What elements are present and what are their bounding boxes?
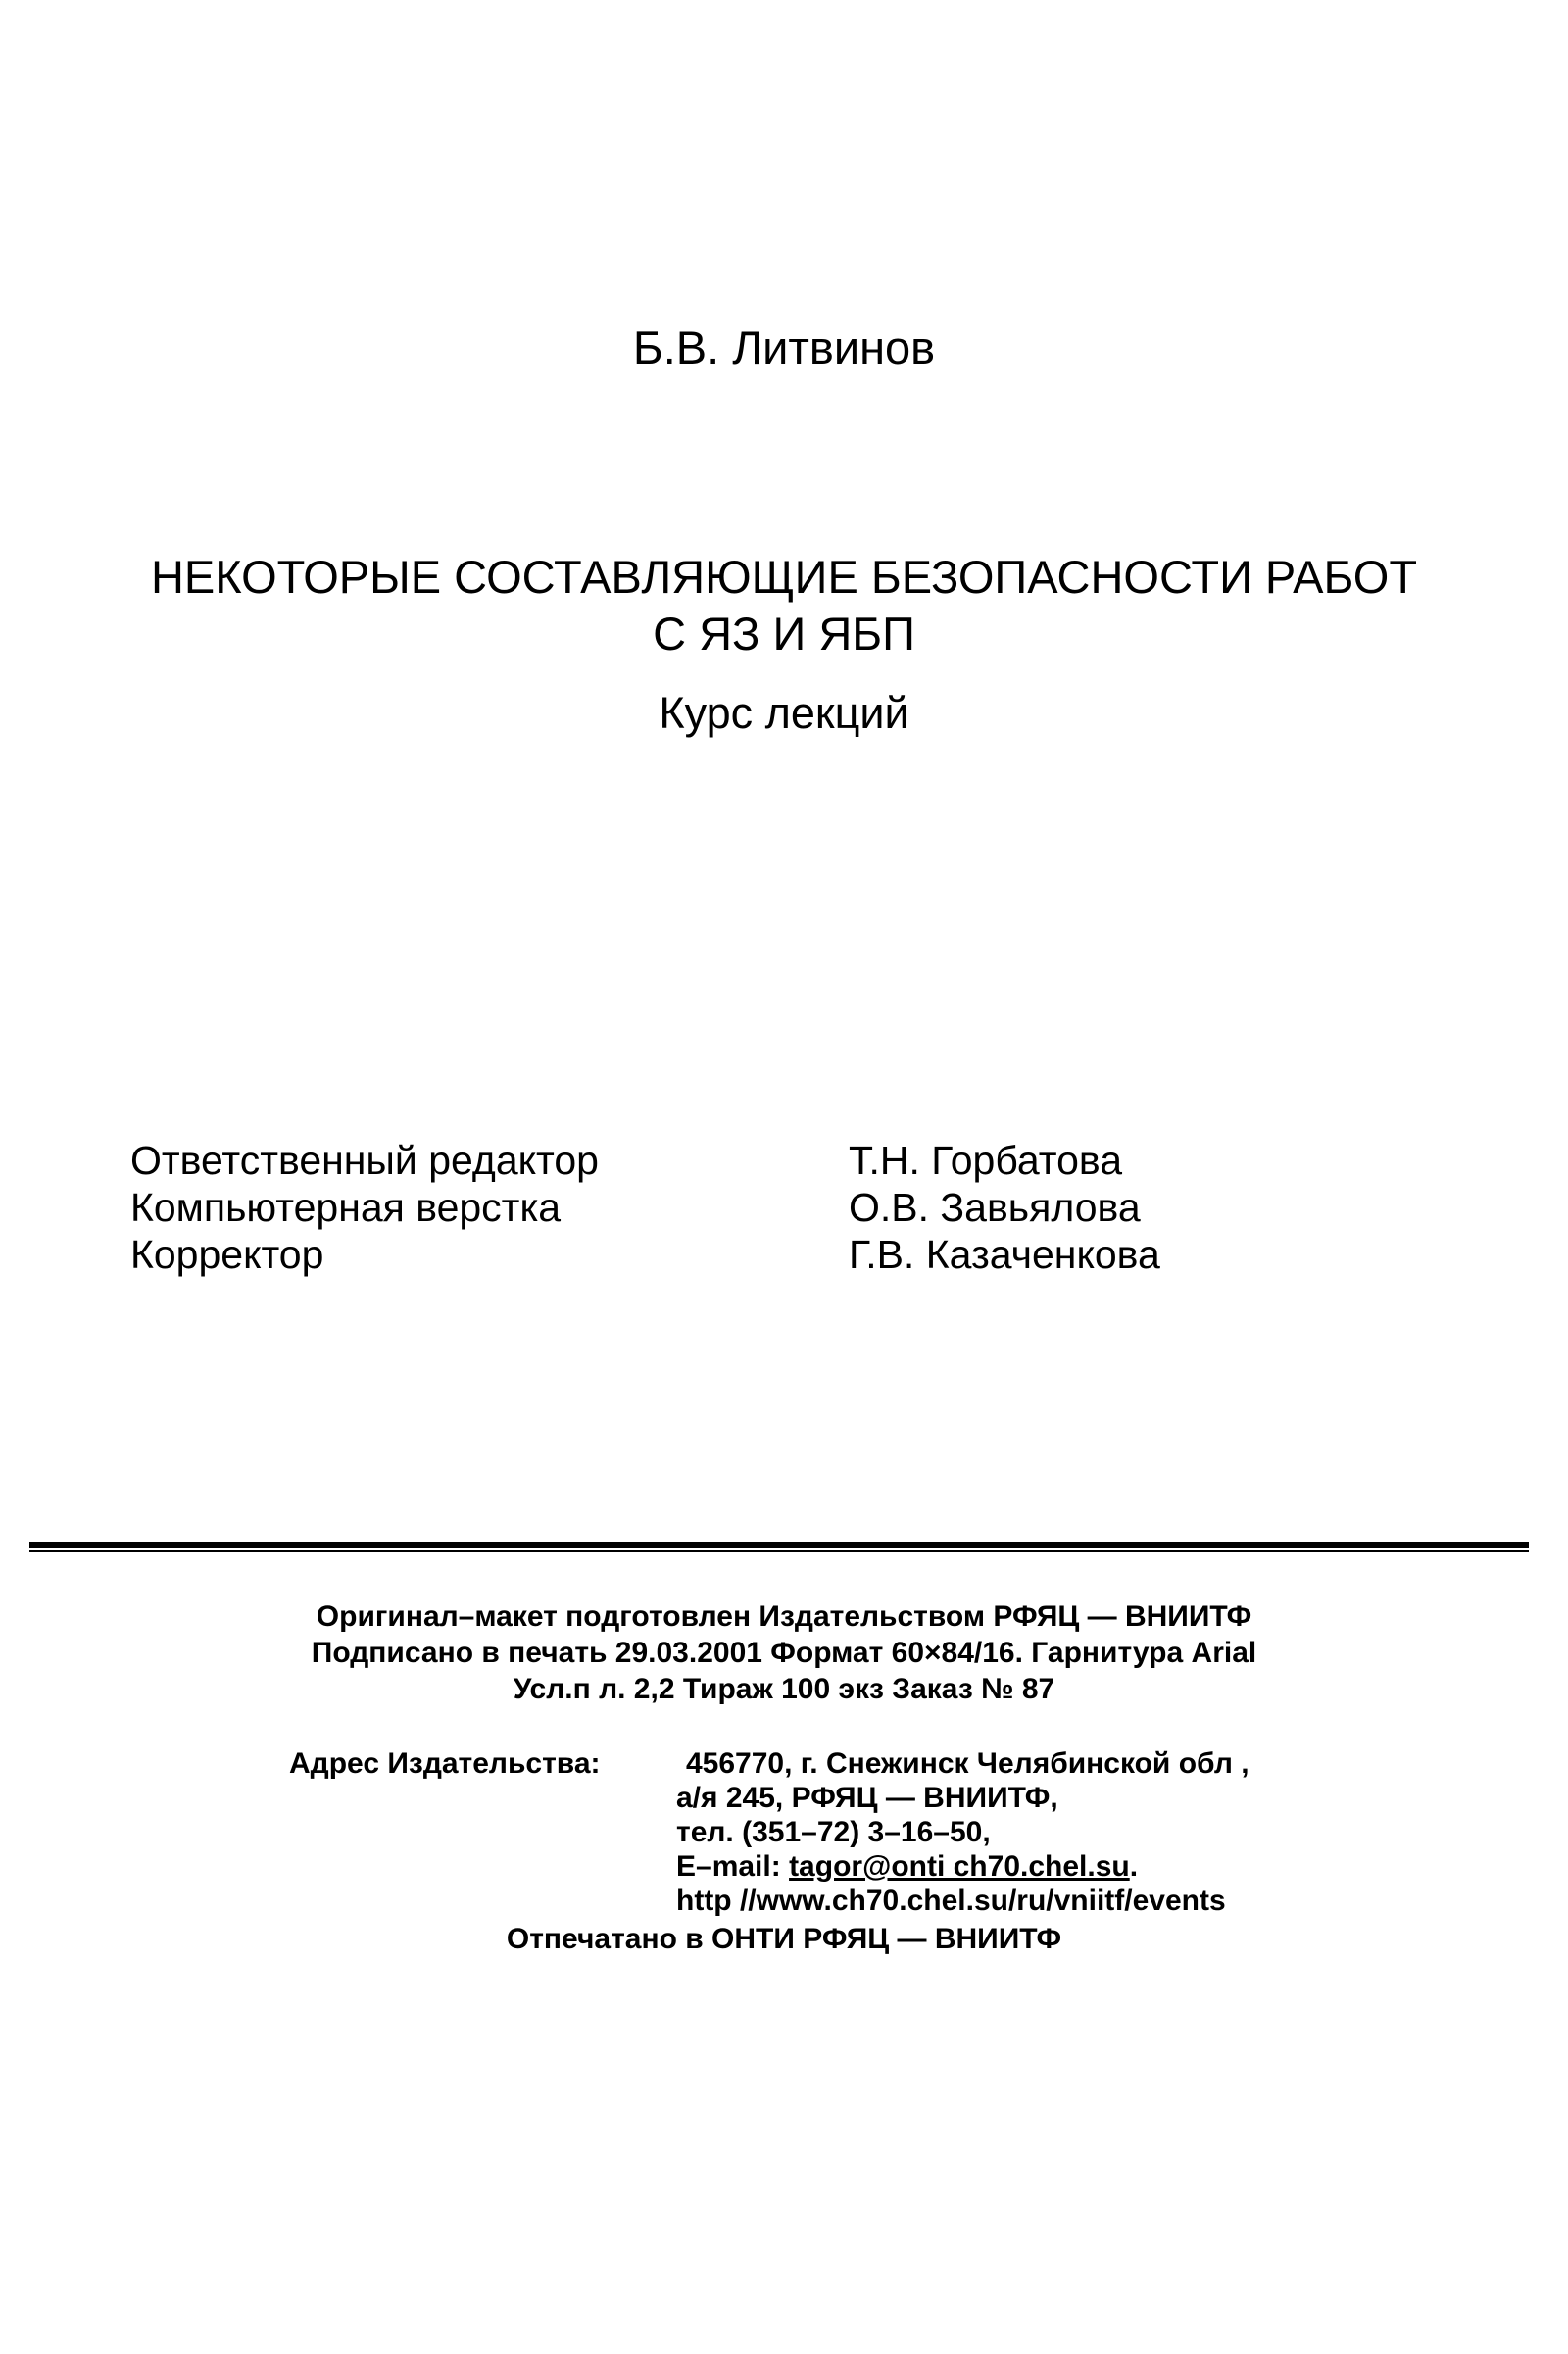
address-line-3: тел. (351–72) 3–16–50,	[676, 1816, 991, 1848]
credit-role: Компьютерная верстка	[130, 1185, 562, 1230]
address-line-1: 456770, г. Снежинск Челябинской обл ,	[686, 1747, 1250, 1780]
credit-name: О.В. Завьялова	[849, 1185, 1141, 1230]
book-subtitle: Курс лекций	[659, 688, 909, 738]
address-lines	[676, 1746, 1250, 1918]
credit-row-proofreader	[130, 1231, 1208, 1278]
credit-role: Корректор	[130, 1232, 324, 1277]
address-line-2: а/я 245, РФЯЦ — ВНИИТФ,	[676, 1782, 1058, 1814]
divider-thin	[29, 1550, 1529, 1552]
credit-row-layout	[130, 1184, 1208, 1231]
imprint-line-3: Усл.п л. 2,2 Тираж 100 экз Заказ № 87	[513, 1673, 1055, 1705]
web-link[interactable]: //www.ch70.chel.su/ru/vniitf/events	[739, 1885, 1226, 1917]
credit-name: Г.В. Казаченкова	[849, 1232, 1160, 1277]
credit-row-editor	[130, 1137, 1208, 1184]
address-web-line	[676, 1884, 1225, 1918]
book-title-line-2: С ЯЗ И ЯБП	[653, 608, 915, 660]
web-label: http	[676, 1885, 740, 1917]
email-suffix: .	[1129, 1850, 1139, 1883]
book-title-line-1: НЕКОТОРЫЕ СОСТАВЛЯЮЩИЕ БЕЗОПАСНОСТИ РАБОТ	[150, 551, 1418, 603]
imprint-block	[0, 1598, 1568, 1707]
printed-by: Отпечатано в ОНТИ РФЯЦ — ВНИИТФ	[506, 1923, 1062, 1955]
address-label: Адрес Издательства:	[289, 1747, 601, 1780]
address-email-line	[676, 1849, 1225, 1884]
email-link[interactable]: tagor@onti ch70.chel.su	[789, 1850, 1130, 1883]
imprint-line-2: Подписано в печать 29.03.2001 Формат 60×84/16. Гарнитура Arial	[311, 1637, 1257, 1669]
book-title	[0, 549, 1568, 662]
email-label: E–mail:	[676, 1850, 790, 1883]
imprint-line-1: Оригинал–макет подготовлен Издательством РФЯЦ — ВНИИТФ	[316, 1600, 1252, 1633]
credits-block	[130, 1137, 1208, 1278]
author-name: Б.В. Литвинов	[632, 321, 936, 373]
credit-name: Т.Н. Горбатова	[849, 1138, 1123, 1183]
divider-thick	[29, 1542, 1529, 1548]
credit-role: Ответственный редактор	[130, 1138, 599, 1183]
